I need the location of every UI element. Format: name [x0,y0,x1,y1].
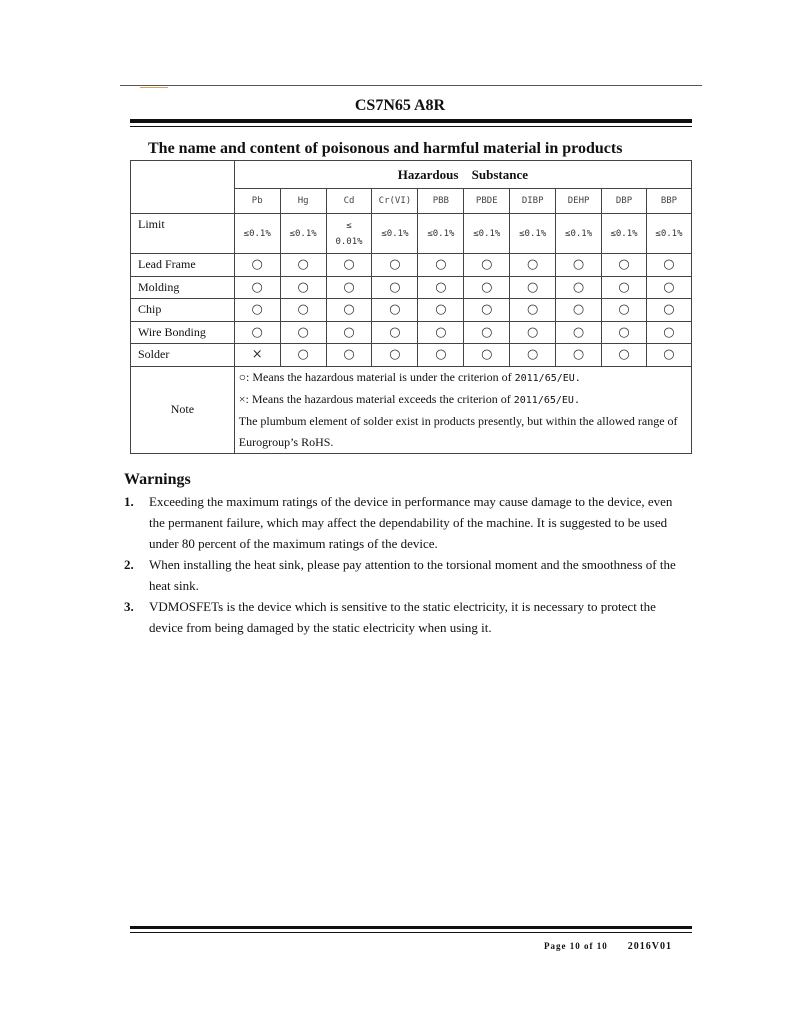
compliance-mark: ○ [556,299,602,322]
compliance-mark: ○ [602,254,647,277]
compliance-mark: ○ [280,321,326,344]
table-row [131,321,692,344]
compliance-mark: ○ [510,344,556,367]
compliance-mark: ○ [372,276,418,299]
compliance-mark: ○ [326,254,372,277]
compliance-mark: ○ [326,299,372,322]
compliance-mark: ○ [372,344,418,367]
warning-number: 3. [124,599,134,614]
compliance-mark: ○ [326,321,372,344]
warning-number: 1. [124,494,134,509]
compliance-mark: ○ [602,321,647,344]
compliance-mark: ○ [556,254,602,277]
limit-value-cd [326,214,372,254]
directive-code: 2011/65/EU. [514,372,581,384]
warning-text: VDMOSFETs is the device which is sensitive to the static electricity, it is necessary to protect the device from being damaged by the static electricity when using it. [149,599,656,635]
header-rule [130,119,692,123]
compliance-mark: ○ [602,276,647,299]
compliance-mark: ○ [326,276,372,299]
note-label: Note [131,366,235,453]
compliance-mark: ○ [418,299,464,322]
compliance-mark: ○ [234,321,280,344]
compliance-mark: ○ [418,276,464,299]
limit-value: ≤0.1% [602,214,647,254]
compliance-mark: ○ [464,254,510,277]
material-label: Wire Bonding [131,321,235,344]
table-corner-cell [131,161,235,214]
footer-rule-thin [130,932,692,933]
limit-value: ≤0.1% [372,214,418,254]
warning-number: 2. [124,557,134,572]
limit-value: ≤0.1% [280,214,326,254]
compliance-mark: ○ [418,321,464,344]
compliance-mark: ○ [510,299,556,322]
note-line-plumbum: The plumbum element of solder exist in products presently, but within the allowed range of Eurogroup’s RoHS. [238,413,678,449]
note-text: Means the hazardous material exceeds the criterion of [251,391,511,406]
compliance-mark: ○ [280,299,326,322]
compliance-mark: ○ [280,254,326,277]
limit-value: ≤0.1% [510,214,556,254]
table-row [131,276,692,299]
limit-value: ≤0.1% [464,214,510,254]
compliance-mark: ○ [280,276,326,299]
limit-value: ≤0.1% [646,214,691,254]
compliance-mark: ○ [326,344,372,367]
note-line-compliant [239,367,687,389]
exceeds-symbol: ×: [238,391,249,406]
substance-header: Cd [326,189,372,214]
material-label: Solder [131,344,235,367]
note-content [234,366,691,453]
compliance-mark: ○ [646,344,691,367]
compliance-mark: ○ [464,276,510,299]
compliance-mark: ○ [556,344,602,367]
section-title: The name and content of poisonous and harmful material in products [148,140,623,157]
compliance-mark: ○ [646,299,691,322]
substance-header: DBP [602,189,647,214]
material-label: Molding [131,276,235,299]
limit-value: ≤0.1% [418,214,464,254]
limit-value: ≤0.1% [234,214,280,254]
compliance-mark: ○ [418,344,464,367]
directive-code: 2011/65/EU. [513,394,580,406]
limit-row [131,214,692,254]
substance-header: Hg [280,189,326,214]
note-line-exceeds [239,389,687,411]
compliance-mark: ○ [510,276,556,299]
table-row [131,254,692,277]
table-row [131,299,692,322]
substance-header: BBP [646,189,691,214]
warning-text: When installing the heat sink, please pay attention to the torsional moment and the smoothness of the heat sink. [149,557,676,593]
footer-rule [130,926,692,929]
table-row [131,344,692,367]
document-version: 2016V01 [627,941,672,952]
note-row [131,366,692,453]
compliance-mark: × [234,344,280,367]
material-label: Chip [131,299,235,322]
compliance-mark: ○ [602,344,647,367]
page-number: Page 10 of 10 [544,941,608,951]
limit-value: ≤0.1% [556,214,602,254]
warning-item [124,554,690,596]
compliance-mark: ○ [646,254,691,277]
compliance-mark: ○ [646,321,691,344]
limit-label: Limit [131,214,235,254]
compliance-mark: ○ [556,276,602,299]
compliance-mark: ○ [464,321,510,344]
page-footer [544,941,672,952]
compliance-mark: ○ [280,344,326,367]
compliance-mark: ○ [646,276,691,299]
hazardous-substance-header: Hazardous Substance [234,161,691,189]
compliance-mark: ○ [372,299,418,322]
substance-header: DEHP [556,189,602,214]
compliance-mark: ○ [234,299,280,322]
compliance-mark: ○ [510,254,556,277]
compliance-mark: ○ [372,254,418,277]
header-rule-thin [130,126,692,127]
hazardous-substance-table [130,160,692,454]
substance-header: Pb [234,189,280,214]
compliance-mark: ○ [464,299,510,322]
compliance-mark: ○ [510,321,556,344]
top-divider-mark [140,87,168,88]
compliant-symbol: ○: [238,369,250,384]
warnings-heading: Warnings [124,471,191,488]
substance-header: DIBP [510,189,556,214]
compliance-mark: ○ [234,276,280,299]
compliance-mark: ○ [556,321,602,344]
limit-cd-value: 0.01% [335,236,363,247]
compliance-mark: ○ [234,254,280,277]
material-label: Lead Frame [131,254,235,277]
substance-header: PBB [418,189,464,214]
substance-header: Cr(VI) [372,189,418,214]
compliance-mark: ○ [602,299,647,322]
warning-item [124,596,690,638]
substance-header: PBDE [464,189,510,214]
top-divider [120,85,702,86]
warning-text: Exceeding the maximum ratings of the device in performance may cause damage to the device, even the permanent failure, which may affect the dependability of the machine. It is suggested to be used under 80 percent of the maximum ratings of the device. [149,494,673,551]
limit-cd-symbol: ≤ [346,220,352,231]
warning-item [124,491,690,554]
compliance-mark: ○ [418,254,464,277]
note-text: Means the hazardous material is under the criterion of [252,369,512,384]
compliance-mark: ○ [372,321,418,344]
part-number-title: CS7N65 A8R [354,97,446,114]
warnings-list [124,491,690,638]
compliance-mark: ○ [464,344,510,367]
